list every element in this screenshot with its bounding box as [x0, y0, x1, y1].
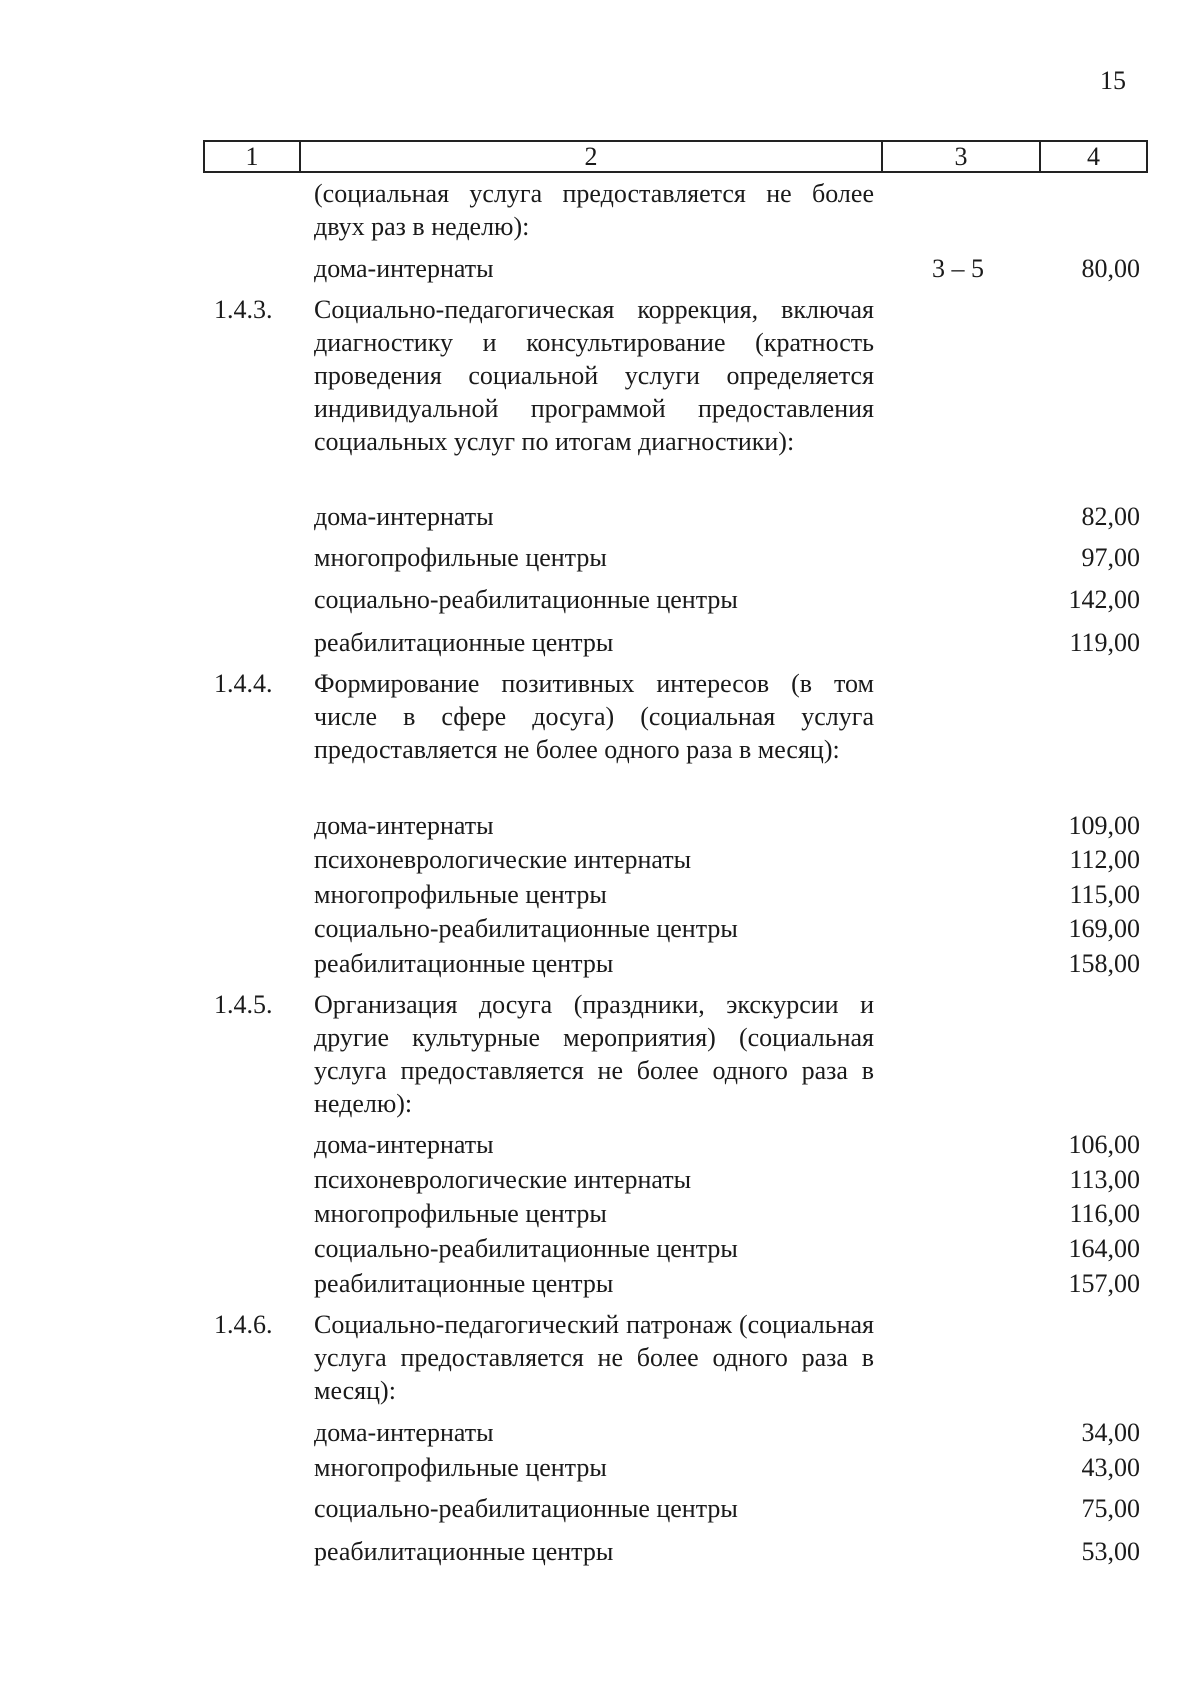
- price: 115,00: [1069, 880, 1140, 909]
- price: 109,00: [1068, 811, 1140, 840]
- institution-type: многопрофильные центры: [314, 1453, 607, 1482]
- institution-type: дома-интернаты: [314, 1418, 494, 1447]
- price: 97,00: [1081, 543, 1140, 572]
- institution-type: психоневрологические интернаты: [314, 845, 692, 874]
- institution-type: многопрофильные центры: [314, 880, 607, 909]
- price: 164,00: [1068, 1234, 1140, 1263]
- institution-type: социально-реабилитационные центры: [314, 914, 738, 943]
- column-header-1: 1: [205, 142, 301, 171]
- institution-type: дома-интернаты: [314, 254, 494, 283]
- price: 116,00: [1069, 1199, 1140, 1228]
- price: 112,00: [1069, 845, 1140, 874]
- table-header: [203, 140, 1148, 173]
- frequency: 3 – 5: [932, 254, 984, 283]
- price: 113,00: [1069, 1165, 1140, 1194]
- page-number: 15: [1100, 66, 1126, 95]
- price: 158,00: [1068, 949, 1140, 978]
- price: 119,00: [1069, 628, 1140, 657]
- service-number: 1.4.5.: [214, 990, 273, 1019]
- column-header-3: 3: [883, 142, 1041, 171]
- price: 157,00: [1068, 1269, 1140, 1298]
- service-description: Формирование позитивных интересов (в том числе в сфере досуга) (социальная услуга предоставляется не более одного раза в месяц):: [314, 669, 874, 764]
- service-description: (социальная услуга предоставляется не более двух раз в неделю):: [314, 179, 874, 241]
- institution-type: реабилитационные центры: [314, 1537, 614, 1566]
- price: 75,00: [1081, 1494, 1140, 1523]
- column-header-4: 4: [1087, 141, 1100, 171]
- column-header-2: 2: [301, 142, 883, 171]
- institution-type: дома-интернаты: [314, 811, 494, 840]
- price: 82,00: [1081, 502, 1140, 531]
- service-number: 1.4.3.: [214, 295, 273, 324]
- service-description: Организация досуга (праздники, экскурсии и другие культурные мероприятия) (социальная услуга предоставляется не более одного раза в неделю):: [314, 990, 874, 1118]
- institution-type: дома-интернаты: [314, 502, 494, 531]
- institution-type: социально-реабилитационные центры: [314, 1494, 738, 1523]
- price: 169,00: [1068, 914, 1140, 943]
- institution-type: реабилитационные центры: [314, 1269, 614, 1298]
- service-description: Социально-педагогический патронаж (социальная услуга предоставляется не более одного раза в месяц):: [314, 1310, 874, 1405]
- institution-type: психоневрологические интернаты: [314, 1165, 692, 1194]
- institution-type: реабилитационные центры: [314, 628, 614, 657]
- service-number: 1.4.6.: [214, 1310, 273, 1339]
- price: 53,00: [1081, 1537, 1140, 1566]
- price: 34,00: [1081, 1418, 1140, 1447]
- price: 142,00: [1068, 585, 1140, 614]
- institution-type: дома-интернаты: [314, 1130, 494, 1159]
- price: 106,00: [1068, 1130, 1140, 1159]
- institution-type: социально-реабилитационные центры: [314, 1234, 738, 1263]
- service-number: 1.4.4.: [214, 669, 273, 698]
- institution-type: многопрофильные центры: [314, 543, 607, 572]
- institution-type: социально-реабилитационные центры: [314, 585, 738, 614]
- institution-type: многопрофильные центры: [314, 1199, 607, 1228]
- service-description: Социально-педагогическая коррекция, включая диагностику и консультирование (кратность проведения социальной услуги определяется индивидуальной программой предоставления социальных услуг по итогам диагностики):: [314, 295, 874, 456]
- price: 80,00: [1081, 254, 1140, 283]
- institution-type: реабилитационные центры: [314, 949, 614, 978]
- price: 43,00: [1081, 1453, 1140, 1482]
